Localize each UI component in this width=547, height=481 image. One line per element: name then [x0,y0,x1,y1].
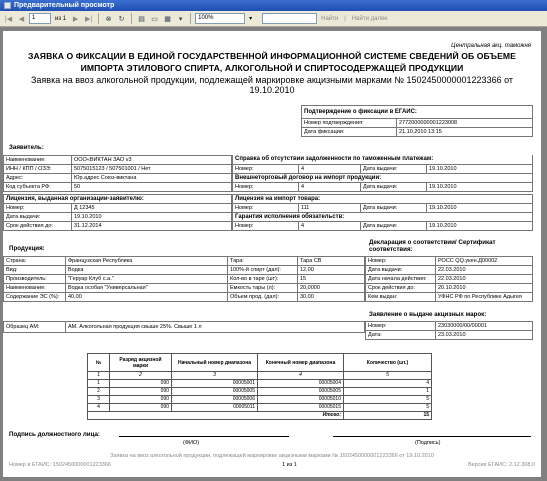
product-name-label: Наименование: [4,284,66,293]
marks-cell: 5 [344,396,432,404]
declaration-num-label: Номер: [366,257,436,266]
applicant-name-label: Наименование: [4,156,72,165]
toolbar-separator [98,13,99,24]
sample-value: АМ. Алкогольная продукция свыше 25%. Свыше 1 л [66,322,365,333]
guarantee-num-label: Номер: [233,222,299,231]
fio-caption: (ФИО) [183,440,200,446]
toolbar-separator [131,13,132,24]
marks-request-header: Заявление о выдаче акцизных марок: [369,311,487,318]
declaration-end-value: 20.10.2010 [436,284,533,293]
license-import-num-value: 111 [299,204,361,213]
applicant-region-label: Код субъекта РФ: [4,183,72,192]
confirm-num-label: Номер подтверждения: [302,119,397,128]
footer-doc-title: Заявка на ввоз алкогольной продукции, подлежащей маркировке акцизными марками № 1502450000001223366 от 19.10.2010 [110,453,434,459]
marks-col-header: № [88,354,110,372]
table-row [88,388,432,396]
product-alc-value: 40,00 [66,293,228,302]
marks-col-header: Количество (шт.) [344,354,432,372]
last-page-icon[interactable]: ▶| [85,15,93,23]
marks-total-value: 15 [344,412,432,420]
marks-index-cell: 5 [344,372,432,380]
license-org-term-label: Срок действия до: [4,222,72,231]
license-org-table [3,194,232,231]
contract-num-label: Номер: [233,182,299,191]
product-cap-value: 20,0000 [298,284,365,293]
next-page-icon[interactable]: ▶ [72,15,79,23]
applicant-inn-label: ИНН / КПП / ОЗЭ: [4,165,72,174]
window-title: Предварительный просмотр [14,2,115,9]
signature-label: Подпись должностного лица: [9,431,100,438]
confirm-table [301,105,533,137]
marks-cell: 5 [344,404,432,412]
contract-num-value: 4 [299,182,361,191]
applicant-addr-value: Юр.адрес Союз-виктана [72,174,232,183]
license-org-term-value: 31.12.2014 [72,222,232,231]
customs-label: Центральная акц. таможня [451,43,531,49]
product-qty-value: 15 [298,275,365,284]
page-count-label: из 1 [55,15,67,22]
declaration-num-value: РОСС QQ.укен.Д00002 [436,257,533,266]
debt-header: Справка об отсутствии задолженности по таможенным платежам: [233,155,533,164]
product-country-label: Страна: [4,257,66,266]
confirm-num-value: 2772000000001223008 [397,119,533,128]
zoom-dropdown-icon[interactable]: ▾ [249,16,253,22]
debt-num-label: Номер: [233,164,299,173]
document-title-line2: ИМПОРТА ЭТИЛОВОГО СПИРТА, АЛКОГОЛЬНОЙ И СПИРТОСОДЕРЖАЩЕЙ ПРОДУКЦИИ [80,63,464,73]
marks-cell: 00005015 [258,404,344,412]
license-org-num-value: Д 12345 [72,204,232,213]
sample-table [3,321,365,333]
declaration-start-value: 22.03.2010 [436,275,533,284]
prev-page-icon[interactable]: ◀ [18,15,25,23]
debt-table [232,155,533,192]
debt-date-value: 19.10.2010 [427,164,533,173]
contract-header: Внешнеторговый договор на импорт продукции: [233,173,533,182]
marks-index-cell: 2 [110,372,172,380]
confirm-date-label: Дата фиксации: [302,128,397,137]
guarantee-date-value: 19.10.2010 [427,222,533,231]
product-maker-value: "Геруар Клуб с.а." [66,275,228,284]
license-org-header: Лицензия, выданная организации-заявителю: [4,195,232,204]
applicant-inn-value: 5075015123 / 507501001 / Нет [72,165,232,174]
product-kind-value: Водка [66,266,228,275]
marks-request-num-label: Номер: [366,322,436,331]
app-icon [4,2,11,9]
declaration-end-label: Срок действия до: [366,284,436,293]
stop-icon[interactable]: ⊗ [105,15,112,23]
footer-version: Версия ЕГАИС: 2.12.308.0 [467,462,535,468]
product-spirit-value: 12,00 [298,266,365,275]
marks-cell: 4 [344,380,432,388]
debt-date-label: Дата выдачи: [361,164,427,173]
marks-cell: 00005004 [258,380,344,388]
applicant-region-value: 50 [72,183,232,192]
product-kind-label: Вид: [4,266,66,275]
declaration-header: Декларация о соответствии/ Сертификат соответствия: [369,239,496,253]
applicant-table [3,155,232,192]
license-org-num-label: Номер: [4,204,72,213]
product-maker-label: Производитель: [4,275,66,284]
marks-cell: 00005010 [258,396,344,404]
license-import-table [232,194,533,231]
product-header: Продукция: [9,245,45,252]
applicant-name-value: ООО«ВИКТАН ЗАО v3 [72,156,232,165]
license-org-date-label: Дата выдачи: [4,213,72,222]
marks-request-table [365,321,533,340]
debt-num-value: 4 [299,164,361,173]
table-row [88,396,432,404]
page-number-input[interactable]: 1 [29,13,51,24]
declaration-date-label: Дата выдачи: [366,266,436,275]
print-icon[interactable]: ▤ [138,15,145,23]
marks-request-date-label: Дата: [366,331,436,340]
print-layout-icon[interactable]: ▭ [151,15,158,23]
marks-index-cell: 1 [88,372,110,380]
product-table [3,256,365,302]
marks-request-date-value: 23.03.2010 [436,331,533,340]
sign-caption: (Подпись) [415,440,441,446]
product-cap-label: Емкость тары (л): [228,284,298,293]
page-footer [9,462,535,468]
license-import-header: Лицензия на импорт товара: [233,195,533,204]
toolbar-separator [190,13,191,24]
marks-cell: 00005005 [258,388,344,396]
applicant-addr-label: Адрес: [4,174,72,183]
marks-cell: 00005011 [172,404,258,412]
table-row [88,404,432,412]
refresh-icon[interactable]: ↻ [118,15,125,23]
marks-cell: 090 [110,380,172,388]
total-row [88,412,432,420]
declaration-date-value: 22.03.2010 [436,266,533,275]
marks-index-cell: 4 [258,372,344,380]
confirm-header: Подтверждение о фиксации в ЕГАИС: [302,106,533,119]
product-spirit-label: 100%-й спирт (дал): [228,266,298,275]
declaration-issuer-value: УФНС РФ по Республике Адыгея [436,293,533,302]
marks-cell: 00005006 [172,396,258,404]
marks-cell: 090 [110,388,172,396]
guarantee-date-label: Дата выдачи: [361,222,427,231]
marks-cell: 00005001 [172,380,258,388]
footer-egais-number: Номер в ЕГАИС: 1502450000001223366 [9,462,111,468]
sample-label: Образец АМ: [4,322,66,333]
declaration-table [365,256,533,302]
product-country-value: Французская Республика [66,257,228,266]
marks-cell: 1 [88,380,110,388]
first-page-icon[interactable]: |◀ [4,15,13,23]
document-title-line1: ЗАЯВКА О ФИКСАЦИИ В ЕДИНОЙ ГОСУДАРСТВЕННОЙ ИНФОРМАЦИОННОЙ СИСТЕМЕ СВЕДЕНИЙ ОБ ОБЪЕМЕ [28,51,516,61]
product-qty-label: Кол-во в таре (шт): [228,275,298,284]
license-import-num-label: Номер: [233,204,299,213]
confirm-date-value: 21.10.2010 13:15 [397,128,533,137]
export-icon[interactable]: ▾ [178,15,183,23]
guarantee-num-value: 4 [299,222,361,231]
declaration-start-label: Дата начала действия: [366,275,436,284]
product-alc-label: Содержание ЭС (%): [4,293,66,302]
marks-cell: 090 [110,396,172,404]
marks-total-label: Итого: [88,412,344,420]
marks-request-num-value: 23030000/00/00001 [436,322,533,331]
marks-table [87,353,432,420]
product-tara-value: Тара СВ [298,257,365,266]
table-row [88,380,432,388]
document-subtitle: Заявка на ввоз алкогольной продукции, подлежащей маркировке акцизными марками № 1502450000001223366 от 19.10.2010 [30,75,514,95]
marks-col-header: Разряд акцизной марки [110,354,172,372]
license-import-date-label: Дата выдачи: [361,204,427,213]
find-next-button[interactable]: Найти далее [351,15,388,22]
marks-cell: 090 [110,404,172,412]
zoom-select[interactable]: 100% [195,13,245,24]
separator-bar: | [344,15,346,22]
declaration-issuer-label: Кем выдан: [366,293,436,302]
marks-cell: 4 [88,404,110,412]
marks-cell: 3 [88,396,110,404]
contract-date-label: Дата выдачи: [361,182,427,191]
page-setup-icon[interactable]: ▦ [164,15,171,23]
marks-col-header: Начальный номер диапазона [172,354,258,372]
product-vol-label: Объем прод. (дал): [228,293,298,302]
footer-page-count: 1 из 1 [282,462,297,468]
find-button[interactable]: Найти [321,15,339,22]
marks-cell: 1 [344,388,432,396]
report-viewer[interactable] [0,27,547,481]
guarantee-header: Гарантия исполнения обязательств: [233,213,533,222]
find-input[interactable] [262,13,317,24]
marks-cell: 00005005 [172,388,258,396]
product-name-value: Водка особая "Универсальная" [66,284,228,293]
marks-cell: 2 [88,388,110,396]
signature-line [333,436,531,437]
product-vol-value: 30,00 [298,293,365,302]
contract-date-value: 19.10.2010 [427,182,533,191]
marks-index-cell: 3 [172,372,258,380]
license-org-date-value: 19.10.2010 [72,213,232,222]
fio-line [119,436,289,437]
preview-toolbar [0,11,547,27]
license-import-date-value: 19.10.2010 [427,204,533,213]
window-titlebar [0,0,547,11]
marks-col-header: Конечный номер диапазона [258,354,344,372]
applicant-header: Заявитель: [9,144,44,151]
product-tara-label: Тара: [228,257,298,266]
report-page [3,31,541,477]
